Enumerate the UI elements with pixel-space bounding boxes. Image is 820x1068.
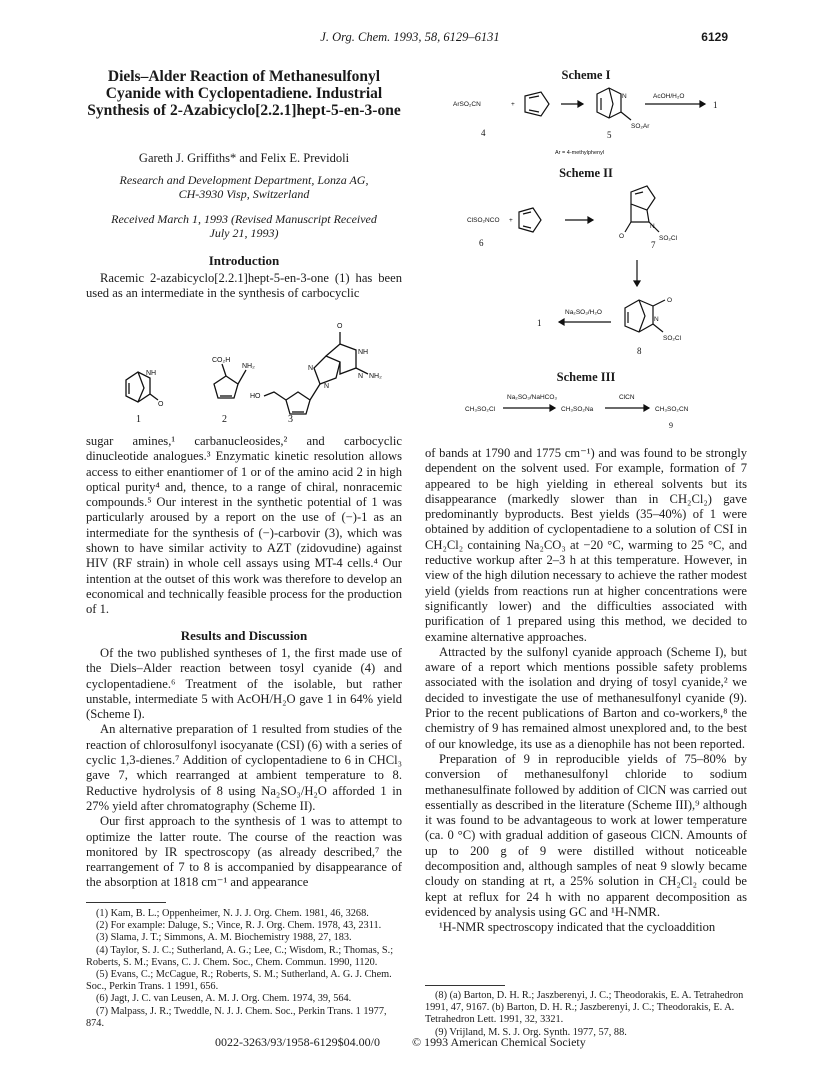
intermediate-sulfinate: CH₃SO₂Na [561,406,594,413]
compound-label-2: 2 [222,414,227,425]
atom-nh2: NH₂ [242,363,255,370]
arrow-head [634,281,640,286]
scheme-3-diagram [425,386,747,434]
running-header: J. Org. Chem. 1993, 58, 6129–6131 [320,30,500,44]
footnote: (2) For example: Daluge, S.; Vince, R. J. Org. Chem. 1978, 43, 2311. [96,920,382,932]
footnote: (1) Kam, B. L.; Oppenheimer, N. J. J. Org. Chem. 1981, 46, 3268. [96,908,369,919]
paragraph-text: Of the two published syntheses of 1, the first made use of the Diels–Alder reaction between tosyl cyanide (4) and cyclopentadiene.⁶ Treatment of the isolable, but rather unstable, intermediate 5 with AcOH/H₂O gave 1 in 64% yield (Scheme I). [86,646,402,722]
cyclopentene-ring [631,186,655,210]
scheme-2-title: Scheme II [559,166,613,180]
scheme-3-title: Scheme III [556,370,616,384]
product-mscn: CH₃SO₂CN [655,406,689,413]
cyclopentene-ring [286,392,310,414]
intro-paragraph-2 [86,434,402,618]
footnote: (4) Taylor, S. J. C.; Sutherland, A. G.; Lee, C.; Wisdom, R.; Thomas, S.; Roberts, S. M.; Evans, C. J. Chem. Soc., Chem. Commun. 1990, 1120. [86,944,394,968]
group-so2ar: SO₂Ar [631,123,650,130]
compound-label-9: 9 [669,421,673,430]
atom-n: N [654,316,659,323]
paragraph-text: An alternative preparation of 1 resulted from studies of the reaction of chlorosulfonyl isocyanate (CSI) (6) with a series of cyclic 1,3-dienes.⁷ Addition of cyclopentadiene to 6 in CHCl₃ gave 7, which rearranged at ambient temperature to 8. Reductive hydrolysis of 8 using Na₂SO₃/H₂O afforded 1 in 27% yield after chromatography (Scheme II). [86,722,402,813]
scheme-1-diagram [425,84,747,164]
plus-sign: + [511,101,515,108]
compound-label-1: 1 [136,414,141,425]
cyclopentadiene-ring [519,208,541,232]
atom-o: O [667,297,673,304]
compound-label-4: 4 [481,128,486,138]
product-label-1: 1 [537,318,542,328]
atom-o: O [619,233,625,240]
footnote: (7) Malpass, J. R.; Tweddle, N. J. J. Chem. Soc., Perkin Trans. 1 1977, 874. [86,1005,387,1029]
footer-copyright: © 1993 American Chemical Society [412,1035,586,1049]
affiliation [86,173,402,201]
carbonyl-bond [150,394,158,400]
imidazole-ring [314,356,340,384]
sulfonyl-bond [653,324,663,332]
paragraph-text: ¹H-NMR spectroscopy indicated that the cycloaddition [439,920,716,935]
atom-n: N [650,223,655,230]
footnote: (3) Slama, J. T.; Simmons, A. M. Biochemistry 1988, 27, 183. [96,932,352,944]
received-line: July 21, 1993) [209,226,279,240]
reagent-sulfite: Na₂SO₃/NaHCO₃ [507,394,558,401]
structures-figure [86,312,402,430]
arrow-head [578,101,583,107]
compound-label-7: 7 [651,240,656,250]
footnotes-left [86,908,402,1030]
carbonyl-bond [653,300,665,306]
atom-co2h: CO₂H [212,357,231,364]
hydroxymethyl-bond [264,392,286,400]
start-material: CH₃SO₂Cl [465,406,496,413]
affiliation-line: CH-3930 Visp, Switzerland [178,187,310,201]
compound-label-6: 6 [479,238,484,248]
footnote-rule [425,985,505,986]
paragraph-text: sugar amines,¹ carbanucleosides,² and carbocyclic dinucleotide analogues.³ Enzymatic kinetic resolution allows access to either enantiomer of 1 or of the amino acid 2 in high optical purity⁴ and, thence, to a range of chiral, nonracemic compounds.⁵ Our interest in the synthetic potential of 1 was particularly aroused by a report on the use of (−)-1 as an intermediate for the synthesis of (−)-carbovir (3), which was shown to have similar activity to AZT (zidovudine) against HIV (RF strain) in whole cell assays using MT-4 cells.⁴ Our intention at the outset of this work was therefore to develop an economical and technically feasible process for the production of 1. [86,434,402,617]
cyclopentene-ring [214,376,238,398]
footnotes-right [425,990,747,1039]
conditions-na2so3: Na₂SO₃/H₂O [565,309,602,316]
compound-label-3: 3 [288,414,293,425]
intro-paragraph-1 [86,271,402,302]
atom-o: O [337,323,343,330]
bridge-bond [639,300,645,332]
paragraph-text: Racemic 2-azabicyclo[2.2.1]hept-5-en-3-one (1) has been used as an intermediate in the synthesis of carbocyclic [86,271,402,301]
right-column-text [425,446,747,936]
product-label-1: 1 [713,100,718,110]
paragraph-text: Our first approach to the synthesis of 1 was to attempt to optimize the latter route. The course of the reaction was monitored by IR spectroscopy (as already described,⁷ the rearrangement of 7 to 8 is accompanied by disappearance of the absorption at 1818 cm⁻¹ and appearance [86,814,402,890]
n9-bond [310,384,320,400]
plus-sign: + [509,217,513,224]
arrow-head [588,217,593,223]
page-number: 6129 [701,30,728,44]
compound-label-8: 8 [637,346,642,356]
footer-code: 0022-3263/93/1958-6129$04.00/0 [215,1035,380,1049]
arrow-head [644,405,649,411]
amine-bond [238,370,246,384]
sulfonyl-bond [621,112,631,120]
bridge-bond [609,88,613,118]
paragraph-text: Attracted by the sulfonyl cyanide approach (Scheme I), but aware of a report which mentions possible safety problems associated with the isolation and drying of tosyl cyanide,² we decided to investigate the use of methanesulfonyl cyanide (9). Prior to the recent publications of Barton and co-workers,⁸ the chemistry of 9 has remained almost unexplored and, to the best of our knowledge, its use as a dienophile has not been reported. [425,644,747,751]
acid-bond [222,364,226,376]
footnote-rule [86,902,166,903]
atom-nh: NH [146,370,157,377]
received-line: Received March 1, 1993 (Revised Manuscript Received [111,212,377,226]
reagent-csi: ClSO₂NCO [467,217,500,224]
scheme-2-diagram [425,182,747,372]
cyclopentadiene-ring [525,92,549,116]
received-dates [86,212,402,240]
author-list: Gareth J. Griffiths* and Felix E. Previdoli [138,151,350,165]
affiliation-line: Research and Development Department, Lonza AG, [119,173,369,187]
atom-n: N [324,383,330,390]
arrow-head [550,405,555,411]
results-paragraphs [86,646,402,891]
paragraph-text: of bands at 1790 and 1775 cm⁻¹) and was found to be strongly dependent on the solvent used. For example, formation of 7 appeared to be high yielding in ethereal solvents but its disappearance (markedly slower than in CH₂Cl₂) gave predominantly byproducts. Best yields (35–40%) of 1 were obtained by addition of cyclopentadiene to a solution of CSI in CH₂Cl₂ containing Na₂CO₃ at −20 °C, warming to 25 °C, and reductive workup after 2–3 h at this temperature. However, in view of the high dilution necessary to achieve the rather modest yield (yields from reactions run at higher concentrations were significantly lower) and the difficulties associated with purification of 1 prepared using this method, we decided to examine alternative approaches. [425,446,747,644]
scheme-1-title: Scheme I [561,68,611,82]
article-title: Diels–Alder Reaction of Methanesulfonyl Cyanide with Cyclopentadiene. Industrial Synthesis of 2-Azabicyclo[2.2.1]hept-5-en-3-one [87,68,401,119]
introduction-heading: Introduction [208,253,280,268]
arrow-head [559,319,564,325]
bridge-bond [138,372,144,402]
conditions-acoh: AcOH/H₂O [653,93,685,100]
double-bond [635,192,643,194]
pyrimidine-ring [326,344,356,374]
footnote: (5) Evans, C.; McCague, R.; Roberts, S. M.; Sutherland, A. G. J. Chem. Soc., Perkin Trans. 1 1991, 656. [86,969,392,993]
atom-o: O [158,401,164,408]
footnote: (9) Vrijland, M. S. J. Org. Synth. 1977, 57, 88. [435,1026,627,1038]
ar-definition: Ar = 4-methylphenyl [555,150,605,156]
group-so2cl: SO₂Cl [659,235,678,242]
footnote: (8) (a) Barton, D. H. R.; Jaszberenyi, J. C.; Theodorakis, E. A. Tetrahedron 1991, 47, 9167. (b) Barton, D. H. R.; Jaszberenyi, J. C.; Theodorakis, E. A. Tetrahedron Lett. 1991, 32, 3321. [425,990,744,1026]
atom-n: N [622,93,627,100]
atom-nh: NH [358,349,369,356]
bicyclic-ring [625,300,653,332]
atom-nh2: NH₂ [369,373,382,380]
paragraph-text: Preparation of 9 in reproducible yields of 75–80% by conversion of methanesulfonyl chloride to sodium methanesulfinate followed by addition of ClCN was carried out essentially as described in the literature (Scheme III),⁹ although it was found to be advantageous to work at lower temperature (ca. 0 °C) with gradual addition of gaseous ClCN. Amounts of up to 200 g of 9 were distilled without noticeable decomposition and, although samples of neat 9 slowly became cloudy on standing at rt, a 25% solution in CH₂Cl₂ could be kept at reflux for 24 h with no apparent decomposition as evidenced by analysis using GC and ¹H-NMR. [425,751,747,919]
arrow-head [700,101,705,107]
compound-label-5: 5 [607,130,612,140]
results-heading: Results and Discussion [180,628,308,643]
atom-n: N [358,373,364,380]
reagent-clcn: ClCN [619,394,635,401]
carbonyl-bond [625,222,631,232]
double-bonds [523,212,531,228]
group-so2cl: SO₂Cl [663,335,682,342]
double-bonds [529,96,539,112]
reagent-arso2cn: ArSO₂CN [453,101,481,108]
atom-ho: HO [250,393,261,400]
atom-n: N [308,365,314,372]
footnote: (6) Jagt, J. C. van Leusen, A. M. J. Org. Chem. 1974, 39, 564. [96,993,352,1005]
beta-lactam-ring [631,204,649,222]
